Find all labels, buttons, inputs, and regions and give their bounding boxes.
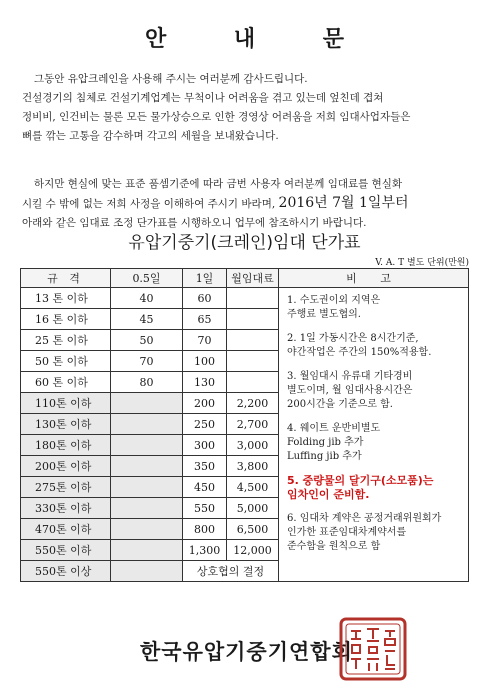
cell-day: 450	[183, 477, 227, 498]
cell-month: 3,800	[227, 456, 279, 477]
cell-day: 70	[183, 330, 227, 351]
col-spec: 규 격	[21, 269, 111, 288]
cell-month: 6,500	[227, 519, 279, 540]
cell-half-day: 80	[111, 372, 183, 393]
intro-line-2: 건설경기의 침체로 건설기계업계는 무척이나 어려움을 겪고 있는데 엎친데 겹쳐	[22, 92, 384, 104]
cell-month: 2,700	[227, 414, 279, 435]
table-header-row	[21, 269, 469, 288]
rate-table	[20, 268, 469, 582]
cell-half-day	[111, 477, 183, 498]
notice-line-1: 하지만 현실에 맞는 표준 품셈기준에 따라 금번 사용자 여러분께 임대료를 현실화	[34, 178, 403, 190]
unit-note: V. A. T 별도 단위(만원)	[375, 258, 469, 268]
cell-half-day: 50	[111, 330, 183, 351]
cell-day: 800	[183, 519, 227, 540]
col-half-day: 0.5일	[111, 269, 183, 288]
col-month: 월임대료	[227, 269, 279, 288]
cell-day: 상호협의 결정	[183, 561, 279, 582]
intro-line-3: 정비비, 인건비는 물론 모든 물가상승으로 인한 경영상 어려움을 저희 임대사업자들은	[22, 111, 411, 123]
cell-month	[227, 372, 279, 393]
note-n2: 2. 1일 가동시간은 8시간기준, 야간작업은 주간의 150%적용함.	[287, 333, 432, 358]
cell-half-day	[111, 519, 183, 540]
cell-spec: 550톤 이상	[21, 561, 111, 582]
cell-month	[227, 351, 279, 372]
note-n4: 4. 웨이트 운반비별도 Folding jib 추가 Luffing jib 추가	[287, 423, 381, 462]
cell-half-day	[111, 414, 183, 435]
cell-spec: 330톤 이하	[21, 498, 111, 519]
cell-day: 250	[183, 414, 227, 435]
cell-month: 3,000	[227, 435, 279, 456]
cell-half-day	[111, 540, 183, 561]
cell-month: 5,000	[227, 498, 279, 519]
cell-spec: 550톤 이하	[21, 540, 111, 561]
intro-paragraph	[22, 70, 472, 146]
cell-month: 12,000	[227, 540, 279, 561]
cell-spec: 13 톤 이하	[21, 288, 111, 309]
cell-half-day: 70	[111, 351, 183, 372]
cell-month	[227, 330, 279, 351]
cell-day: 300	[183, 435, 227, 456]
cell-spec: 275톤 이하	[21, 477, 111, 498]
notice-line-2-text: 시킬 수 밖에 없는 저희 사정을 이해하여 주시기 바라며,	[22, 198, 279, 210]
intro-line-4: 뼈를 깎는 고통을 감수하며 각고의 세월을 보내왔습니다.	[22, 130, 279, 142]
cell-spec: 180톤 이하	[21, 435, 111, 456]
cell-half-day	[111, 561, 183, 582]
association-name: 한국유압기중기연합회	[140, 640, 353, 664]
cell-day: 60	[183, 288, 227, 309]
cell-month: 2,200	[227, 393, 279, 414]
col-notes: 비 고	[279, 269, 469, 288]
cell-spec: 200톤 이하	[21, 456, 111, 477]
note-n3: 3. 월임대시 유류대 기타경비 별도이며, 월 임대사용시간은 200시간을 기준으로 함.	[287, 371, 413, 410]
notice-paragraph	[22, 175, 472, 233]
cell-day: 100	[183, 351, 227, 372]
note-n6: 6. 임대차 계약은 공정거래위원회가 인가한 표준임대차계약서를 준수함을 원칙으로 함	[287, 513, 442, 552]
table-row	[21, 288, 469, 309]
cell-day: 200	[183, 393, 227, 414]
cell-half-day: 40	[111, 288, 183, 309]
cell-spec: 25 톤 이하	[21, 330, 111, 351]
notice-line-3: 아래와 같은 임대료 조정 단가표를 시행하오니 업무에 참조하시기 바랍니다.	[22, 217, 367, 229]
cell-half-day: 45	[111, 309, 183, 330]
cell-month	[227, 288, 279, 309]
cell-half-day	[111, 456, 183, 477]
note-n5: 5. 중량물의 달기구(소모품)는 임차인이 준비함.	[287, 474, 434, 501]
col-day: 1일	[183, 269, 227, 288]
table-title: 유압기중기(크레인)임대 단가표	[128, 233, 361, 253]
cell-spec: 60 톤 이하	[21, 372, 111, 393]
official-seal	[339, 617, 407, 681]
effective-date: 2016년 7월 1일부터	[278, 195, 409, 211]
cell-month: 4,500	[227, 477, 279, 498]
cell-day: 130	[183, 372, 227, 393]
cell-day: 65	[183, 309, 227, 330]
cell-month	[227, 309, 279, 330]
cell-day: 350	[183, 456, 227, 477]
cell-spec: 110톤 이하	[21, 393, 111, 414]
notice-line-2	[22, 194, 472, 214]
cell-day: 550	[183, 498, 227, 519]
note-n1: 1. 수도권이외 지역은 주행료 별도협의.	[287, 295, 381, 320]
cell-spec: 50 톤 이하	[21, 351, 111, 372]
cell-spec: 130톤 이하	[21, 414, 111, 435]
cell-day: 1,300	[183, 540, 227, 561]
document-title: 안 내 문	[144, 26, 375, 52]
cell-spec: 16 톤 이하	[21, 309, 111, 330]
cell-half-day	[111, 393, 183, 414]
intro-line-1: 그동안 유압크레인을 사용해 주시는 여러분께 감사드립니다.	[34, 73, 308, 85]
cell-half-day	[111, 435, 183, 456]
notes-cell	[279, 288, 469, 582]
cell-spec: 470톤 이하	[21, 519, 111, 540]
cell-half-day	[111, 498, 183, 519]
